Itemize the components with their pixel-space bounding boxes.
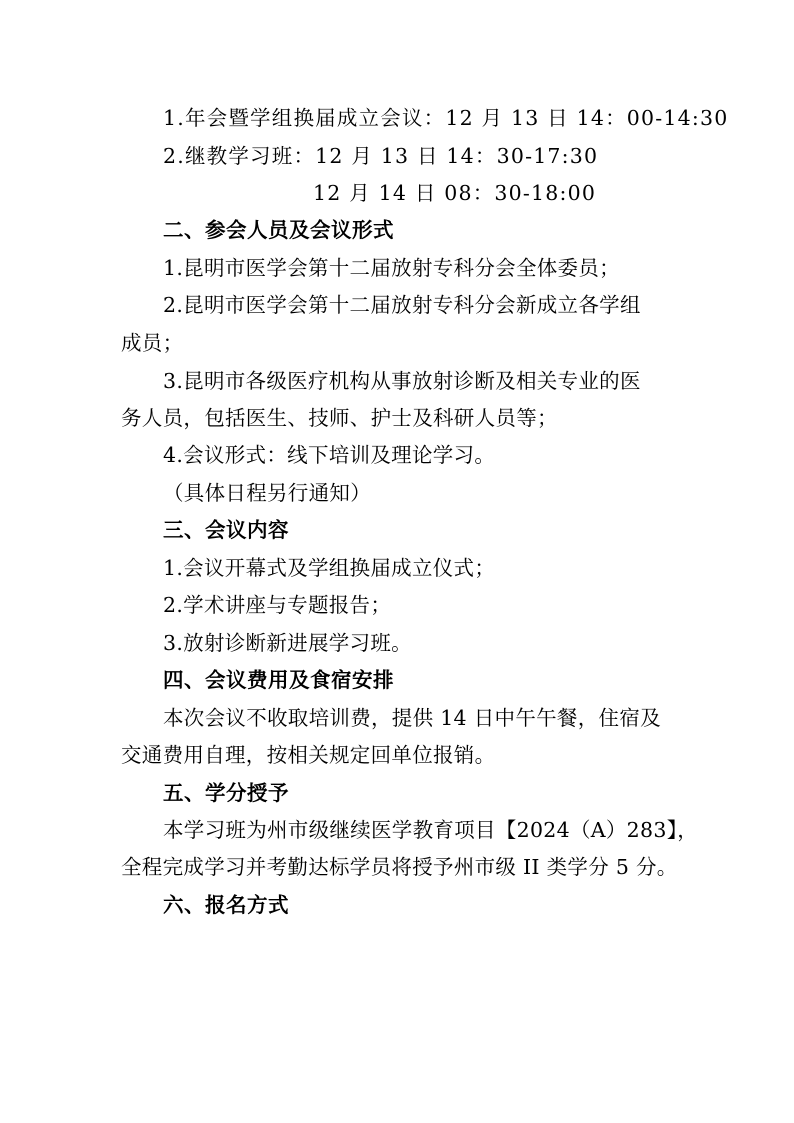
paragraph: 3.昆明市各级医疗机构从事放射诊断及相关专业的医 (163, 369, 641, 393)
section-heading-attendees: 二、参会人员及会议形式 (163, 218, 394, 242)
section-heading-fees: 四、会议费用及食宿安排 (163, 668, 394, 692)
paragraph: 4.会议形式：线下培训及理论学习。 (163, 443, 496, 467)
paragraph-continuation: 全程完成学习并考勤达标学员将授予州市级 II 类学分 5 分。 (121, 855, 678, 879)
paragraph-continuation: 交通费用自理，按相关规定回单位报销。 (121, 743, 496, 767)
section-heading-credits: 五、学分授予 (163, 781, 289, 805)
paragraph: 3.放射诊断新进展学习班。 (163, 631, 412, 655)
paragraph: 本次会议不收取培训费，提供 14 日中午午餐，住宿及 (163, 706, 661, 730)
schedule-note: （具体日程另行通知） (163, 481, 371, 505)
paragraph: 1.昆明市医学会第十二届放射专科分会全体委员； (163, 256, 620, 280)
paragraph: 本学习班为州市级继续医学教育项目【2024（A）283】， (163, 818, 699, 842)
paragraph-continuation: 成员； (121, 331, 184, 355)
paragraph: 2.学术讲座与专题报告； (163, 593, 392, 617)
paragraph-continuation: 务人员，包括医生、技师、护士及科研人员等； (121, 406, 558, 430)
schedule-item-1: 1.年会暨学组换届成立会议：12 月 13 日 14：00-14:30 (163, 106, 729, 130)
schedule-item-2: 2.继教学习班：12 月 13 日 14：30-17:30 (163, 144, 599, 168)
paragraph: 2.昆明市医学会第十二届放射专科分会新成立各学组 (163, 293, 641, 317)
section-heading-content: 三、会议内容 (163, 518, 289, 542)
section-heading-registration: 六、报名方式 (163, 893, 289, 917)
paragraph: 1.会议开幕式及学组换届成立仪式； (163, 556, 496, 580)
schedule-item-2-continued: 12 月 14 日 08：30-18:00 (313, 181, 597, 205)
